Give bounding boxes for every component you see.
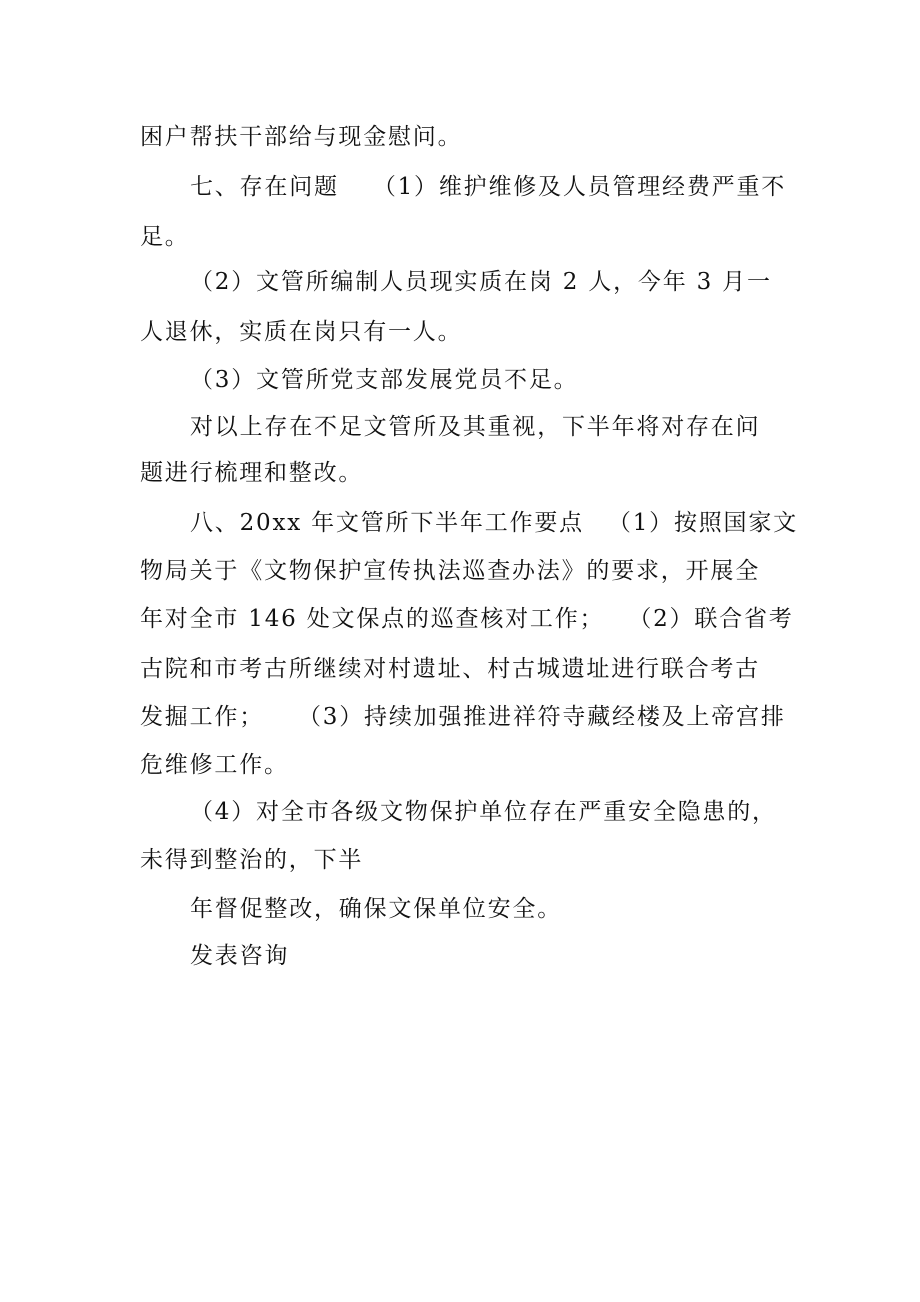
plan-item-3: （3）持续加强推进祥符寺藏经楼及上帝宫排: [298, 704, 786, 730]
paragraph-line: 年督促整改，确保文保单位安全。: [190, 896, 562, 922]
paragraph-line: [140, 605, 794, 633]
line-part: 发掘工作；: [140, 704, 264, 730]
line-part: 年对全市 146 处文保点的巡查核对工作；: [140, 606, 605, 632]
plan-item-2: （2）联合省考: [628, 606, 794, 632]
paragraph-line: 古院和市考古所继续对村遗址、村古城遗址进行联合考古: [140, 656, 760, 682]
publish-consult-text: 发表咨询: [190, 943, 290, 969]
paragraph-line: 对以上存在不足文管所及其重视，下半年将对存在问: [190, 414, 761, 440]
section-heading-plan: [190, 509, 798, 537]
problem-item-1: （1）维护维修及人员管理经费严重不: [372, 174, 787, 200]
paragraph-line: 人退休，实质在岗只有一人。: [140, 319, 463, 345]
heading-text: 七、存在问题: [190, 174, 339, 200]
plan-item-4: （4）对全市各级文物保护单位存在严重安全隐患的，: [190, 799, 777, 825]
problem-item-3: （3）文管所党支部发展党员不足。: [190, 367, 579, 393]
plan-item-1: （1）按照国家文: [607, 510, 798, 536]
paragraph-line: 困户帮扶干部给与现金慰问。: [140, 124, 463, 150]
paragraph-line: [140, 703, 786, 731]
paragraph-line: 危维修工作。: [140, 752, 289, 778]
heading-text: 八、20xx 年文管所下半年工作要点: [190, 510, 584, 536]
paragraph-line: 题进行梳理和整改。: [140, 460, 364, 486]
paragraph-line: 物局关于《文物保护宣传执法巡查办法》的要求，开展全: [140, 558, 760, 584]
section-heading-problems: [190, 173, 786, 201]
problem-item-2: （2）文管所编制人员现实质在岗 2 人，今年 3 月一: [190, 269, 772, 295]
paragraph-line: 未得到整治的，下半: [140, 847, 364, 873]
paragraph-line: 足。: [140, 224, 190, 250]
